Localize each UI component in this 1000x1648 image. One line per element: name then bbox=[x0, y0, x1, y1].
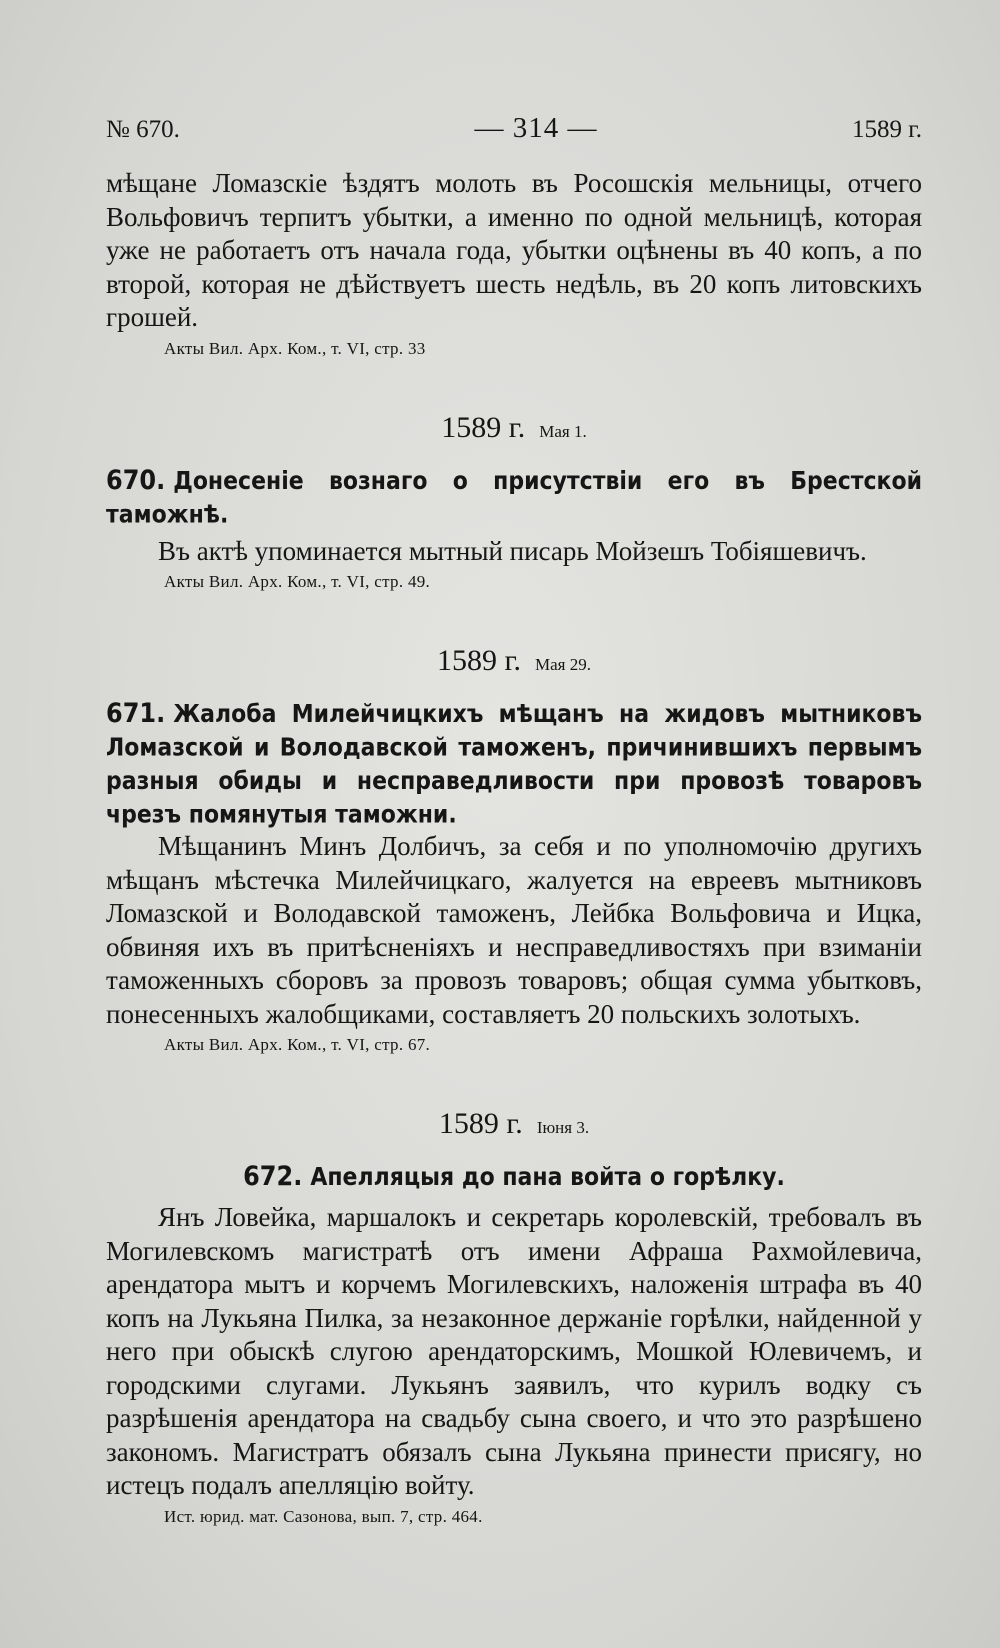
entry-day: Іюня 3. bbox=[536, 1118, 590, 1137]
entry-number: 672. bbox=[243, 1160, 303, 1192]
entry-text: Въ актѣ упоминается мытный писарь Мойзешъ Тобіяшевичъ. bbox=[158, 535, 867, 566]
source-citation: Акты Вил. Арх. Ком., т. VI, стр. 67. bbox=[164, 1035, 431, 1054]
continued-paragraph: мѣщане Ломазскіе ѣздятъ молоть въ Росошскія мельницы, отчего Вольфовичъ терпитъ убытки, а именно по одной мельницѣ, которая уже не работаетъ отъ начала года, убытки оцѣнены въ 40 копъ, а по второй, которая не дѣйствуетъ шесть недѣль, въ 20 копъ литовскихъ грошей. bbox=[106, 168, 922, 332]
entry-year: 1589 г. bbox=[441, 410, 526, 444]
year-header: 1589 г. bbox=[852, 116, 922, 143]
entry-title-text: Жалоба Милейчицкихъ мѣщанъ на жидовъ мытниковъ Ломазской и Володавской таможенъ, причинившихъ первымъ разныя обиды и несправедливости при провозѣ товаровъ чрезъ помянутыя таможни. bbox=[106, 700, 922, 830]
page-header bbox=[106, 112, 922, 145]
entry-title bbox=[106, 1159, 922, 1195]
entry-day: Мая 29. bbox=[534, 655, 591, 674]
entry-year: 1589 г. bbox=[438, 1107, 523, 1140]
entry-title bbox=[106, 463, 922, 532]
source-citation: Акты Вил. Арх. Ком., т. VI, стр. 33 bbox=[164, 338, 426, 358]
entry-day: Мая 1. bbox=[539, 421, 587, 441]
page-number: — 314 — bbox=[474, 112, 598, 144]
entry-date bbox=[106, 411, 922, 445]
entry-number-header: № 670. bbox=[106, 116, 180, 143]
entry-number: 670. bbox=[106, 463, 166, 495]
entry-title bbox=[106, 696, 922, 833]
source-citation: Ист. юрид. мат. Сазонова, вып. 7, стр. 464. bbox=[164, 1506, 483, 1526]
entry-text: Мѣщанинъ Минъ Долбичъ, за себя и по уполномочію другихъ мѣщанъ мѣстечка Милейчицкаго, жалуется на евреевъ мытниковъ Ломазской и Володавской таможенъ, Лейбка Вольфовича и Ицка, обвиняя ихъ въ притѣсненіяхъ и несправедливостяхъ при взиманіи таможенныхъ сборовъ за провозъ товаровъ; общая сумма убытковъ, понесенныхъ жалобщиками, составляетъ 20 польскихъ золотыхъ. bbox=[106, 831, 922, 1029]
entry-date bbox=[106, 644, 922, 678]
entry-title-text: Апелляцыя до пана войта о горѣлку. bbox=[310, 1163, 785, 1192]
entry-year: 1589 г. bbox=[437, 644, 521, 677]
entry-title-text: Донесеніе вознаго о присутствіи его въ Брестской таможнѣ. bbox=[106, 466, 922, 529]
entry-date bbox=[106, 1107, 922, 1141]
entry-text: Янъ Ловейка, маршалокъ и секретарь королевскій, требовалъ въ Могилевскомъ магистратѣ отъ имени Афраша Рахмойлевича, арендатора мытъ и корчемъ Могилевскихъ, наложенія штрафа въ 40 копъ на Лукьяна Пилка, за незаконное держаніе горѣлки, найденной у него при обыскѣ слугою арендаторскимъ, Мошкой Юлевичемъ, и городскими слугами. Лукьянъ заявилъ, что курилъ водку съ разрѣшенія арендатора на свадьбу сына своего, и что это разрѣшено закономъ. Магистратъ обязалъ сына Лукьяна принести присягу, но истецъ подалъ апелляцію войту. bbox=[106, 1202, 922, 1500]
entry-number: 671. bbox=[106, 697, 166, 729]
source-citation: Акты Вил. Арх. Ком., т. VI, стр. 49. bbox=[164, 572, 431, 591]
